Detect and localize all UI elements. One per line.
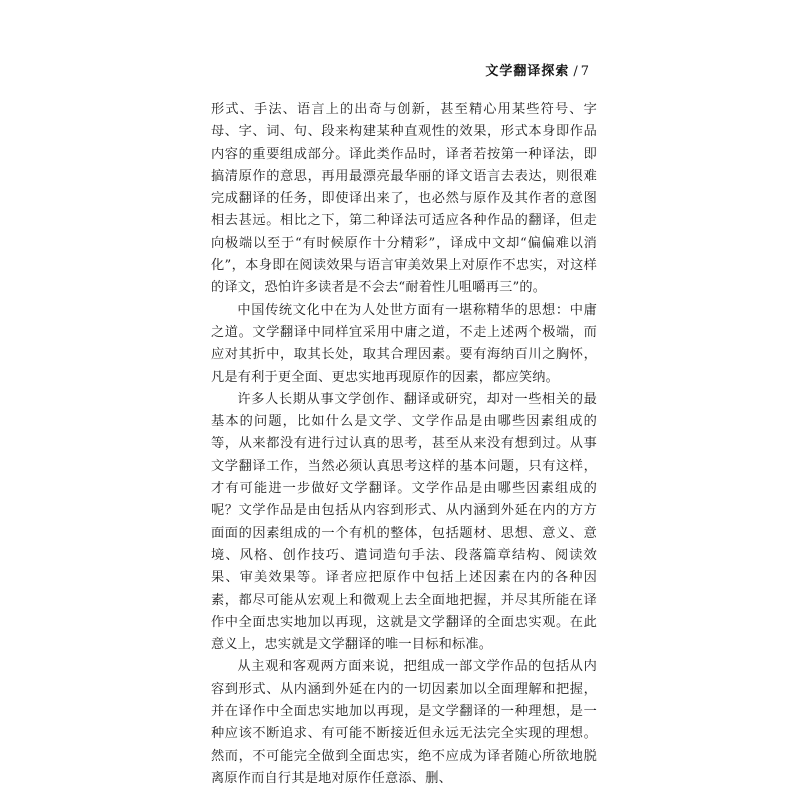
paragraph-continued: 形式、手法、语言上的出奇与创新，甚至精心用某些符号、字母、字、词、句、段来构建某种直观性的效果，形式本身即作品内容的重要组成部分。译此类作品时，译者若按第一种译法，即搞清原作的意思，再用最漂亮最华丽的译文语言去表达，则很难完成翻译的任务，即使译出来了，也必然与原作及其作者的意图相去甚远。相比之下，第二种译法可适应各种作品的翻译，但走向极端以至于“有时候原作十分精彩”，译成中文却“偏偏难以消化”，本身即在阅读效果与语言审美效果上对原作不忠实，对这样的译文，恐怕许多读者是不会去“耐着性儿咀嚼再三”的。 — [211, 102, 597, 296]
running-header — [485, 60, 590, 79]
header-separator: / — [573, 64, 579, 79]
book-title: 文学翻译探索 — [485, 64, 570, 79]
paragraph: 从主观和客观两方面来说，把组成一部文学作品的包括从内容到形式、从内涵到外延在内的一切因素加以全面理解和把握，并在译作中全面忠实地加以再现，是文学翻译的一种理想，是一种应该不断追求、有可能不断接近但永远无法完全实现的理想。然而，不可能完全做到全面忠实，绝不应成为译者随心所欲地脱离原作而自行其是地对原作任意添、删、 — [211, 659, 597, 786]
body-text — [211, 99, 597, 790]
paragraph: 中国传统文化中在为人处世方面有一堪称精华的思想：中庸之道。文学翻译中同样宜采用中庸之道，不走上述两个极端，而应对其折中，取其长处，取其合理因素。要有海纳百川之胸怀，凡是有利于更全面、更忠实地再现原作的因素，都应笑纳。 — [211, 302, 597, 385]
paragraph: 许多人长期从事文学创作、翻译或研究，却对一些相关的最基本的问题，比如什么是文学、文学作品是由哪些因素组成的等，从来都没有进行过认真的思考，甚至从来没有想到过。从事文学翻译工作，当然必须认真思考这样的基本问题，只有这样，才有可能进一步做好文学翻译。文学作品是由哪些因素组成的呢？文学作品是由包括从内容到形式、从内涵到外延在内的方方面面的因素组成的一个有机的整体，包括题材、思想、意义、意境、风格、创作技巧、遣词造句手法、段落篇章结构、阅读效果、审美效果等。译者应把原作中包括上述因素在内的各种因素，都尽可能从宏观上和微观上去全面地把握，并尽其所能在译作中全面忠实地加以再现，这就是文学翻译的全面忠实观。在此意义上，忠实就是文学翻译的唯一目标和标准。 — [211, 391, 597, 653]
page-number: 7 — [580, 64, 590, 79]
